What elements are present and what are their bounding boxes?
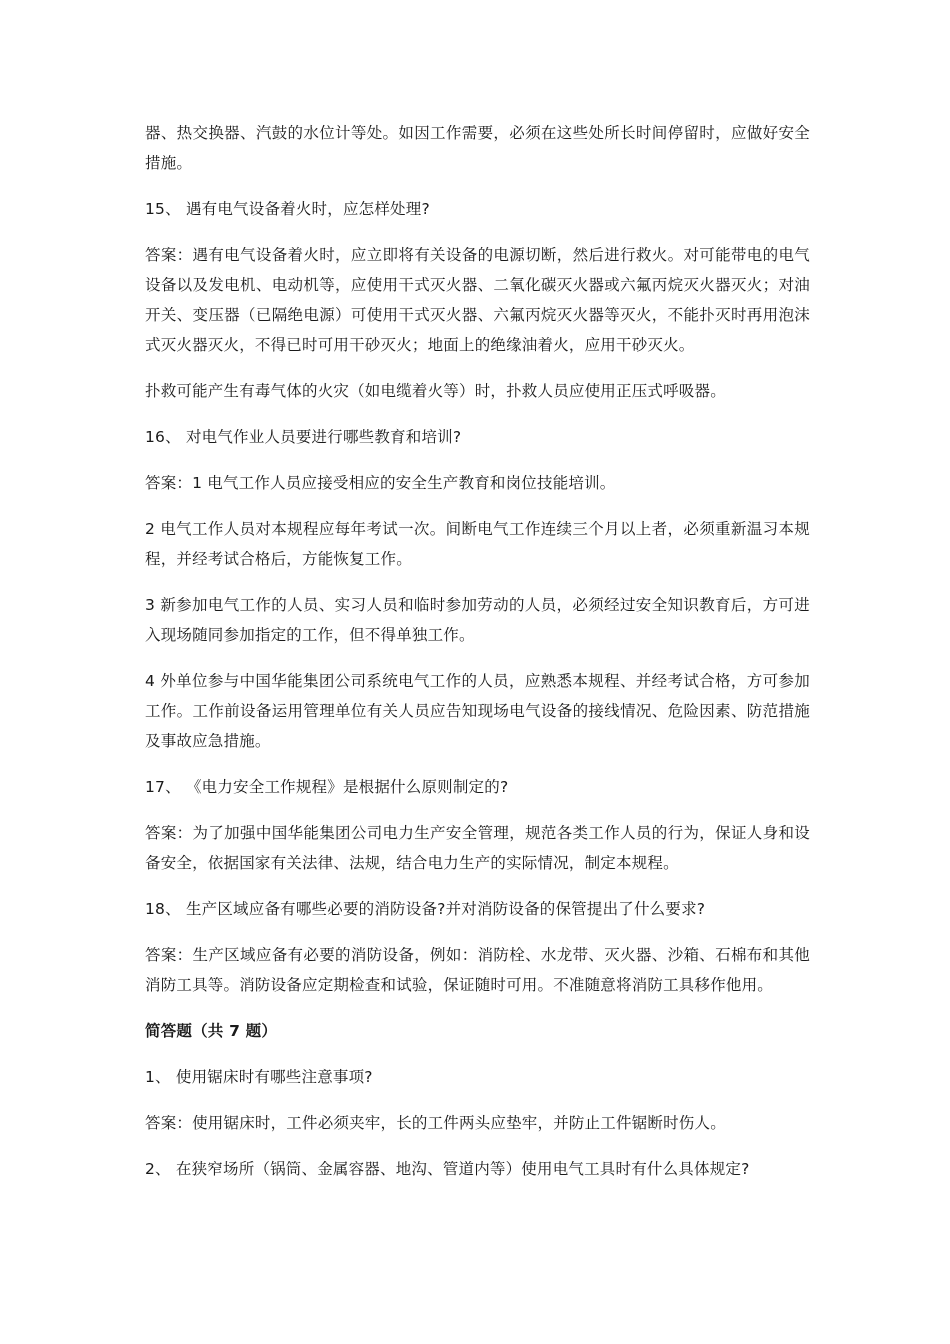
answer-17: 答案：为了加强中国华能集团公司电力生产安全管理，规范各类工作人员的行为，保证人身和设备安全，依据国家有关法律、法规，结合电力生产的实际情况，制定本规程。 [145, 824, 810, 872]
document-page [145, 118, 810, 1200]
answer-16-item-3: 3 新参加电气工作的人员、实习人员和临时参加劳动的人员，必须经过安全知识教育后，方可进入现场随同参加指定的工作，但不得单独工作。 [145, 596, 810, 644]
answer-16-item-1: 答案：1 电气工作人员应接受相应的安全生产教育和岗位技能培训。 [145, 474, 616, 492]
short-question-1: 1、 使用锯床时有哪些注意事项? [145, 1068, 373, 1086]
answer-16-item-2: 2 电气工作人员对本规程应每年考试一次。间断电气工作连续三个月以上者，必须重新温习本规程，并经考试合格后，方能恢复工作。 [145, 520, 810, 568]
question-15: 15、 遇有电气设备着火时，应怎样处理? [145, 200, 430, 218]
answer-15: 答案：遇有电气设备着火时，应立即将有关设备的电源切断，然后进行救火。对可能带电的电气设备以及发电机、电动机等，应使用干式灭火器、二氧化碳灭火器或六氟丙烷灭火器灭火；对油开关、变压器（已隔绝电源）可使用干式灭火器、六氟丙烷灭火器等灭火，不能扑灭时再用泡沫式灭火器灭火，不得已时可用干砂灭火；地面上的绝缘油着火，应用干砂灭火。 [145, 246, 810, 354]
answer-18: 答案：生产区域应备有必要的消防设备，例如：消防栓、水龙带、灭火器、沙箱、石棉布和其他消防工具等。消防设备应定期检查和试验，保证随时可用。不准随意将消防工具移作他用。 [145, 946, 810, 994]
short-question-2: 2、 在狭窄场所（锅筒、金属容器、地沟、管道内等）使用电气工具时有什么具体规定? [145, 1160, 750, 1178]
question-18: 18、 生产区域应备有哪些必要的消防设备?并对消防设备的保管提出了什么要求? [145, 900, 706, 918]
paragraph-continuation: 器、热交换器、汽鼓的水位计等处。如因工作需要，必须在这些处所长时间停留时，应做好安全措施。 [145, 124, 810, 172]
section-heading: 简答题（共 7 题） [145, 1022, 278, 1040]
short-answer-1: 答案：使用锯床时，工件必须夹牢，长的工件两头应垫牢，并防止工件锯断时伤人。 [145, 1114, 726, 1132]
question-16: 16、 对电气作业人员要进行哪些教育和培训? [145, 428, 462, 446]
question-17: 17、 《电力安全工作规程》是根据什么原则制定的? [145, 778, 509, 796]
answer-15-note: 扑救可能产生有毒气体的火灾（如电缆着火等）时，扑救人员应使用正压式呼吸器。 [145, 382, 726, 400]
answer-16-item-4: 4 外单位参与中国华能集团公司系统电气工作的人员，应熟悉本规程、并经考试合格，方可参加工作。工作前设备运用管理单位有关人员应告知现场电气设备的接线情况、危险因素、防范措施及事故应急措施。 [145, 672, 810, 750]
